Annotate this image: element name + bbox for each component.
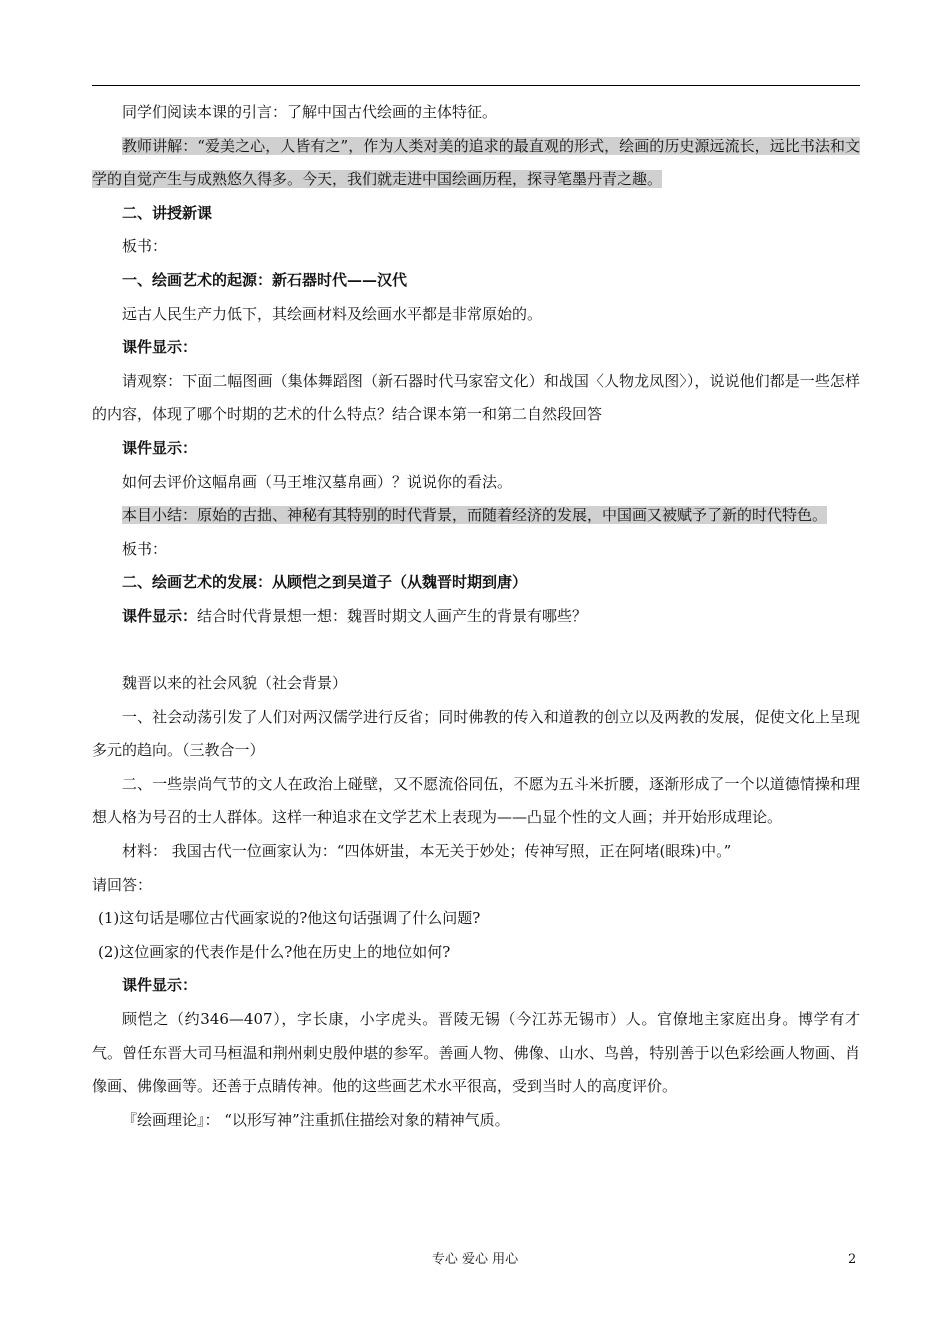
ancient-paragraph: 远古人民生产力低下，其绘画材料及绘画水平都是非常原始的。 [122, 304, 543, 323]
courseware-label: 课件显示： [122, 606, 198, 625]
material-quote: 材料： 我国古代一位画家认为：“四体妍蚩，本无关于妙处；传神写照，正在阿堵(眼珠)中。” [122, 842, 732, 861]
please-answer: 请回答： [92, 875, 153, 894]
header-rule [92, 85, 860, 86]
gu-kaizhi-bio: 顾恺之（约346—407），字长康，小字虎头。晋陵无锡（今江苏无锡市）人。官僚地主家庭出身。博学有才气。曾任东晋大司马桓温和荆州刺史殷仲堪的参军。善画人物、佛像、山水、鸟兽，特别善于以色彩绘画人物画、肖像画、佛像画等。还善于点睛传神。他的这些画艺术水平很高，受到当时人的高度评价。 [92, 1010, 860, 1096]
observe-paragraph: 请观察：下面二幅图画（集体舞蹈图（新石器时代马家窑文化）和战国〈人物龙凤图〉），说说他们都是一些怎样的内容，体现了哪个时期的艺术的什么特点？结合课本第一和第二自然段回答 [92, 371, 860, 424]
evaluate-question: 如何去评价这幅帛画（马王堆汉墓帛画）？说说你的看法。 [122, 472, 513, 491]
highlighted-text: 本目小结：原始的古拙、神秘有其特别的时代背景，而随着经济的发展，中国画又被赋予了新的时代特色。 [122, 506, 828, 525]
board-label: 板书： [122, 237, 168, 256]
courseware-label: 课件显示： [122, 438, 198, 457]
footer-motto: 专心 爱心 用心 [431, 1252, 519, 1267]
blank-line [92, 634, 860, 668]
page-body [92, 96, 860, 1137]
page-number: 2 [848, 1252, 857, 1267]
section-heading: 二、讲授新课 [122, 203, 213, 222]
teacher-talk [92, 130, 860, 197]
courseware-prompt [92, 600, 860, 634]
painting-theory: 『绘画理论』： “以形写神”注重抓住描绘对象的精神气质。 [122, 1110, 510, 1129]
intro-line: 同学们阅读本课的引言：了解中国古代绘画的主体特征。 [122, 103, 498, 121]
board-label: 板书： [122, 539, 168, 558]
question-1: (1)这句话是哪位古代画家说的?他这句话强调了什么问题? [98, 909, 481, 928]
courseware-text: 结合时代背景想一想：魏晋时期文人画产生的背景有哪些？ [197, 606, 588, 625]
point-two: 二、一些崇尚气节的文人在政治上碰壁，又不愿流俗同伍，不愿为五斗米折腰，逐渐形成了一个以道德情操和理想人格为号召的士人群体。这样一种追求在文学艺术上表现为——凸显个性的文人画；并开始形成理论。 [92, 774, 860, 827]
courseware-label: 课件显示： [122, 976, 198, 995]
courseware-label: 课件显示： [122, 338, 198, 357]
society-heading: 魏晋以来的社会风貌（社会背景） [122, 674, 348, 693]
subsection-heading-2: 二、绘画艺术的发展：从顾恺之到吴道子（从魏晋时期到唐） [122, 573, 528, 592]
question-2: (2)这位画家的代表作是什么?他在历史上的地位如何? [98, 942, 451, 961]
summary-paragraph [92, 499, 860, 533]
subsection-heading-1: 一、绘画艺术的起源：新石器时代——汉代 [122, 270, 408, 289]
point-one: 一、社会动荡引发了人们对两汉儒学进行反省；同时佛教的传入和道教的创立以及两教的发展，促使文化上呈现多元的趋向。（三教合一） [92, 707, 860, 760]
highlighted-text: 教师讲解：“爱美之心，人皆有之”，作为人类对美的追求的最直观的形式，绘画的历史源远流长，远比书法和文学的自觉产生与成熟悠久得多。今天，我们就走进中国绘画历程，探寻笔墨丹青之趣。 [92, 136, 860, 189]
page-footer [0, 1250, 950, 1270]
